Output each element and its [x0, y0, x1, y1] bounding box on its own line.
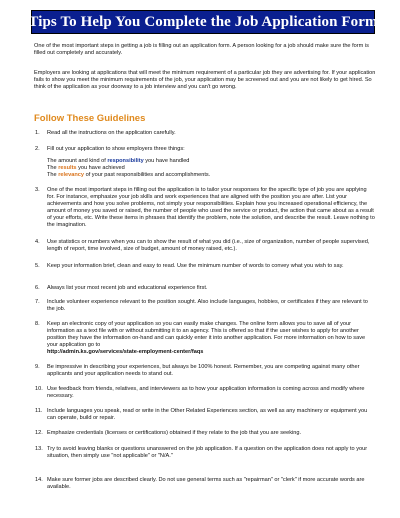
item-text: Make sure former jobs are described clearly. Do not use general terms such as "repairman" or "clerk" if more accurate words are available. [47, 477, 365, 490]
item-text: Keep an electronic copy of your application so you can easily make changes. The online form allows you to save all of your information as a text file with or without submitting it to an agency. This is offered so that if the user wishes to apply for another position they have the information on-hand and can quickly enter it into another application. For more information on how to save your application go to [47, 321, 366, 348]
item-number: 11. [35, 408, 43, 414]
guideline-item-9 [35, 364, 375, 378]
guideline-item-8 [35, 321, 375, 356]
highlight-relevancy: relevancy [58, 171, 85, 178]
item-text: One of the most important steps in filling out the application is to tailor your responses for the specific type of job you are applying for. For instance, emphasize your job skills and work experiences that are aligned with the position you are after. List your achievements and how you solve problems, not simply your responsibilities. Explain how you increased operational efficiency, the amount of money you saved or raised, the number of people who used the service or product, the action that came about as a result of your efforts, etc. Write these items in phrases that identify the problem, note the solution, and describe the result. Leave nothing to the imagination. [47, 187, 375, 228]
guideline-item-14 [35, 477, 375, 491]
item-number: 7. [35, 299, 40, 305]
guideline-item-7 [35, 299, 375, 313]
item-number: 4. [35, 239, 40, 245]
item-number: 1. [35, 130, 40, 136]
item-text: Try to avoid leaving blanks or questions unanswered on the job application. If a question on the application does not apply to your situation, then simply use "not applicable" or "N/A." [47, 446, 368, 459]
item-text: Include volunteer experience relevant to the position sought. Also include languages, hobbies, or certificates if they are relevant to the job. [47, 299, 368, 312]
guideline-item-3 [35, 187, 375, 228]
item-text: Use statistics or numbers when you can to show the result of what you did (i.e., size of organization, number of people supervised, length of report, time involved, size of budget, amount of money raised, etc.). [47, 239, 370, 252]
guideline-item-1 [35, 130, 375, 137]
three-things-list [47, 158, 367, 179]
faq-link[interactable]: http://admin.ks.gov/services/state-employment-center/faqs [47, 348, 204, 355]
three-things-line-1: The amount and kind of responsibility you have handled [47, 158, 190, 164]
item-number: 9. [35, 364, 40, 370]
section-heading: Follow These Guidelines [34, 113, 146, 124]
item-number: 12. [35, 430, 43, 436]
guideline-item-13 [35, 446, 375, 460]
item-text: Keep your information brief, clean and easy to read. Use the minimum number of words to convey what you wish to say. [47, 263, 344, 269]
highlight-results: results [58, 164, 77, 171]
item-number: 6. [35, 285, 40, 291]
item-text: Read all the instructions on the application carefully. [47, 130, 176, 136]
item-number: 14. [35, 477, 43, 483]
item-text: Emphasize credentials (licenses or certifications) obtained if they relate to the job that you are seeking. [47, 430, 302, 436]
item-number: 2. [35, 146, 40, 152]
item-text: Always list your most recent job and educational experience first. [47, 285, 208, 291]
title-banner [28, 10, 378, 34]
three-things-line-2: The results you have achieved [47, 164, 125, 171]
guideline-item-5 [35, 263, 375, 270]
highlight-responsibility: responsibility [107, 158, 144, 164]
item-number: 13. [35, 446, 43, 452]
guideline-item-11 [35, 408, 375, 422]
guideline-item-12 [35, 430, 375, 437]
intro-paragraph-2: Employers are looking at applications that will meet the minimum requirement of a particular job they are advertising for. If your application fails to show you meet the minimum requirements of the job, your application may be screened out and you are not likely to get hired. So think of the application as your doorway to a job interview and you can't go wrong. [34, 70, 376, 90]
item-text: Fill out your application to show employers three things: [47, 146, 185, 152]
item-text: Use feedback from friends, relatives, and interviewers as to how your application information is coming across and modify where necessary. [47, 386, 365, 399]
guideline-item-10 [35, 386, 375, 400]
guideline-item-4 [35, 239, 375, 253]
three-things-line-3: The relevancy of your past responsibilities and accomplishments. [47, 171, 211, 178]
page-title: Tips To Help You Complete the Job Application Form [28, 13, 378, 30]
intro-paragraph-1: One of the most important steps in getting a job is filling out an application form. A person looking for a job should make sure the form is filled out completely and accurately. [34, 43, 369, 56]
item-number: 3. [35, 187, 40, 193]
item-text: Include languages you speak, read or write in the Other Related Experiences section, as well as any machinery or equipment you can operate, build or repair. [47, 408, 368, 421]
item-number: 5. [35, 263, 40, 269]
guideline-item-6 [35, 285, 375, 292]
item-number: 10. [35, 386, 43, 392]
item-text: Be impressive in describing your experiences, but always be 100% honest. Remember, you are competing against many other applicants and your application needs to stand out. [47, 364, 360, 377]
item-number: 8. [35, 321, 40, 327]
guideline-item-2 [35, 146, 375, 153]
